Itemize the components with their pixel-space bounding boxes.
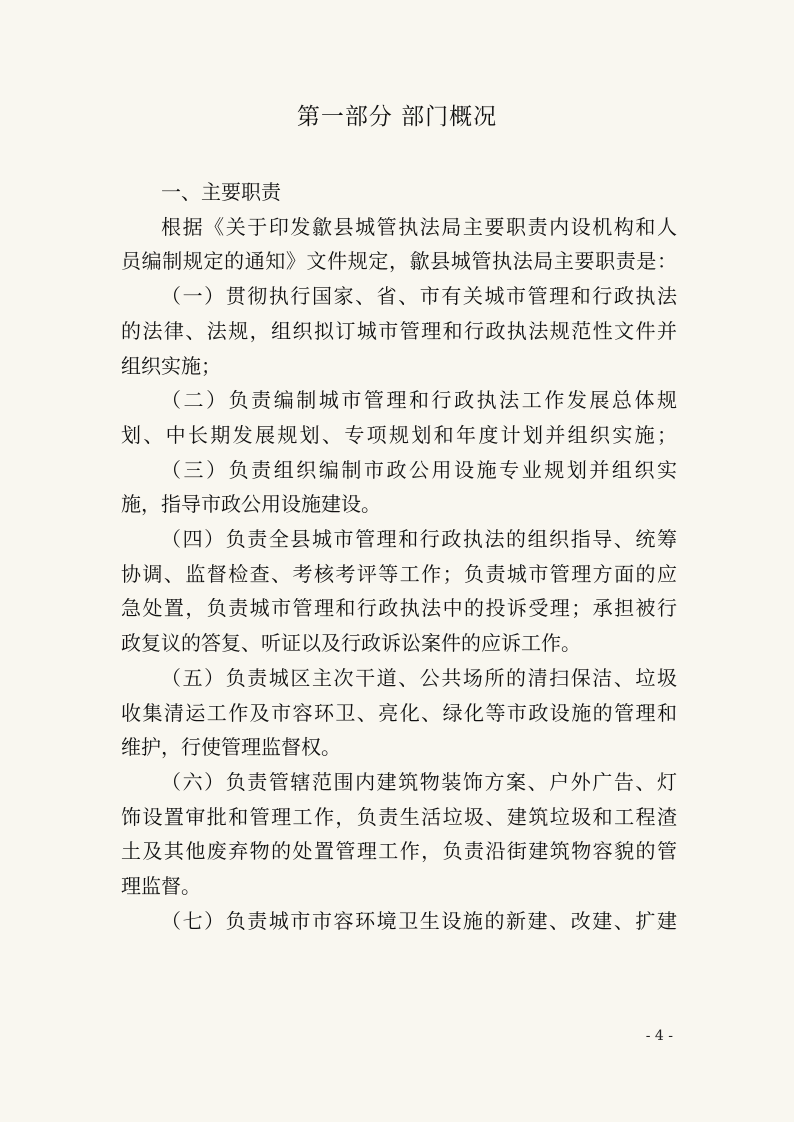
text-line: （一）贯彻执行国家、省、市有关城市管理和行政执法 (161, 284, 677, 309)
page-number: - 4 - (645, 1028, 673, 1044)
text-line: 划、中长期发展规划、专项规划和年度计划并组织实施； (121, 422, 677, 447)
text-line: 的法律、法规，组织拟订城市管理和行政执法规范性文件并 (121, 318, 677, 343)
text-line: 施，指导市政公用设施建设。 (121, 492, 381, 517)
text-line: 员编制规定的通知》文件规定，歙县城管执法局主要职责是： (121, 249, 677, 274)
text-line: 急处置，负责城市管理和行政执法中的投诉受理；承担被行 (121, 596, 677, 621)
text-line: 收集清运工作及市容环卫、亮化、绿化等市政设施的管理和 (121, 700, 677, 725)
text-line: 政复议的答复、听证以及行政诉讼案件的应诉工作。 (121, 631, 581, 656)
text-line: 根据《关于印发歙县城管执法局主要职责内设机构和人 (161, 214, 677, 239)
text-line: 土及其他废弃物的处置管理工作，负责沿街建筑物容貌的管 (121, 839, 677, 864)
section-title: 第一部分 部门概况 (296, 104, 498, 130)
text-line: 理监督。 (121, 874, 201, 899)
text-line: （五）负责城区主次干道、公共场所的清扫保洁、垃圾 (161, 665, 677, 690)
text-line: （四）负责全县城市管理和行政执法的组织指导、统筹 (161, 527, 677, 552)
text-line: 饰设置审批和管理工作，负责生活垃圾、建筑垃圾和工程渣 (121, 804, 677, 829)
text-line: （六）负责管辖范围内建筑物装饰方案、户外广告、灯 (161, 769, 677, 794)
text-line: 维护，行使管理监督权。 (121, 735, 341, 760)
text-line: （二）负责编制城市管理和行政执法工作发展总体规 (161, 388, 677, 413)
text-line: 一、主要职责 (161, 180, 281, 204)
body-text (121, 175, 677, 938)
text-line: （三）负责组织编制市政公用设施专业规划并组织实 (161, 457, 677, 482)
text-line: （七）负责城市市容环境卫生设施的新建、改建、扩建 (161, 908, 677, 933)
text-line: 组织实施； (121, 353, 221, 378)
text-line: 协调、监督检查、考核考评等工作；负责城市管理方面的应 (121, 561, 677, 586)
